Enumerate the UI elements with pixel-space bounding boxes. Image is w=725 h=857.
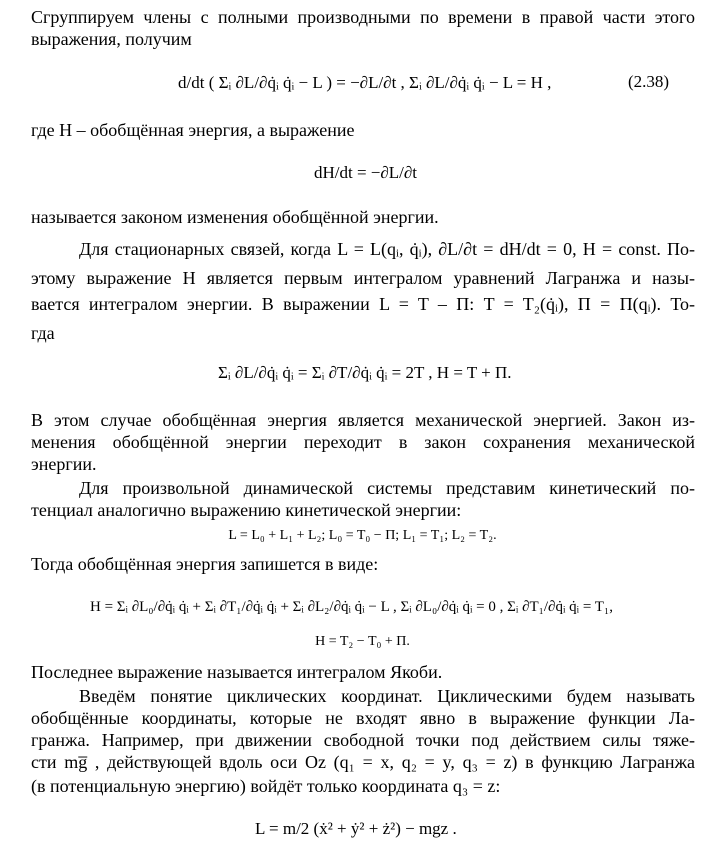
text-line: вается интегралом энергии. В выражении L = T – П: T = T₂(q̇ᵢ), П = П(qᵢ). То- bbox=[31, 294, 695, 314]
equation-last: L = m/2 (ẋ² + ẏ² + ż²) − mgz . bbox=[255, 819, 457, 838]
text-line: менения обобщённой энергии переходит в закон сохранения механической bbox=[31, 432, 695, 452]
text-line: где H – обобщённая энергия, а выражение bbox=[31, 120, 355, 140]
text-line: Последнее выражение называется интегралом Якоби. bbox=[31, 662, 443, 682]
text-line: Введём понятие циклических координат. Циклическими будем называть bbox=[79, 686, 695, 706]
equation-2-38: d/dt ( Σᵢ ∂L/∂q̇ᵢ q̇ᵢ − L ) = −∂L/∂t , Σᵢ ∂L/∂q̇ᵢ q̇ᵢ − L = H , bbox=[178, 73, 552, 92]
text-line: обобщённые координаты, которые не входят явно в выражение функции Ла- bbox=[31, 708, 695, 728]
text-line: тенциал аналогично выражению кинетической энергии: bbox=[31, 500, 462, 520]
text-line: Тогда обобщённая энергия запишется в виде: bbox=[31, 554, 379, 574]
text-line: энергии. bbox=[31, 454, 97, 474]
equation-H: H = Σᵢ ∂L₀/∂q̇ᵢ q̇ᵢ + Σᵢ ∂T₁/∂q̇ᵢ q̇ᵢ + Σᵢ ∂L₂/∂q̇ᵢ q̇ᵢ − L , Σᵢ ∂L₀/∂q̇ᵢ q̇ᵢ = 0 , Σᵢ ∂T₁/∂q̇ᵢ q̇ᵢ = T₁, bbox=[90, 599, 613, 615]
text-line: гда bbox=[31, 323, 55, 343]
text-line: Для стационарных связей, когда L = L(qᵢ, q̇ᵢ), ∂L/∂t = dH/dt = 0, H = const. По- bbox=[79, 239, 695, 259]
equation-dH: dH/dt = −∂L/∂t bbox=[314, 163, 418, 182]
text-line: Сгруппируем члены с полными производными по времени в правой части этого bbox=[31, 7, 695, 27]
equation-number: (2.38) bbox=[628, 72, 670, 91]
text-line: Для произвольной динамической системы представим кинетический по- bbox=[79, 478, 695, 498]
equation-L: L = L₀ + L₁ + L₂; L₀ = T₀ − П; L₁ = T₁; L₂ = T₂. bbox=[228, 528, 497, 543]
text-line: (в потенциальную энергию) войдёт только координата q₃ = z: bbox=[31, 776, 501, 796]
text-line: выражения, получим bbox=[31, 29, 192, 49]
text-line: гранжа. Например, при движении свободной точки под действием силы тяже- bbox=[31, 730, 695, 750]
text-line: этому выражение H является первым интегралом уравнений Лагранжа и назы- bbox=[31, 268, 695, 288]
text-line: В этом случае обобщённая энергия является механической энергией. Закон из- bbox=[31, 410, 695, 430]
equation-T: Σᵢ ∂L/∂q̇ᵢ q̇ᵢ = Σᵢ ∂T/∂q̇ᵢ q̇ᵢ = 2T , H = T + П. bbox=[218, 363, 512, 382]
text-line: сти mg̅ , действующей вдоль оси Oz (q₁ = x, q₂ = y, q₃ = z) в функцию Лагранжа bbox=[31, 752, 695, 772]
text-line: называется законом изменения обобщённой энергии. bbox=[31, 207, 439, 227]
equation-H2: H = T₂ − T₀ + П. bbox=[315, 634, 410, 649]
